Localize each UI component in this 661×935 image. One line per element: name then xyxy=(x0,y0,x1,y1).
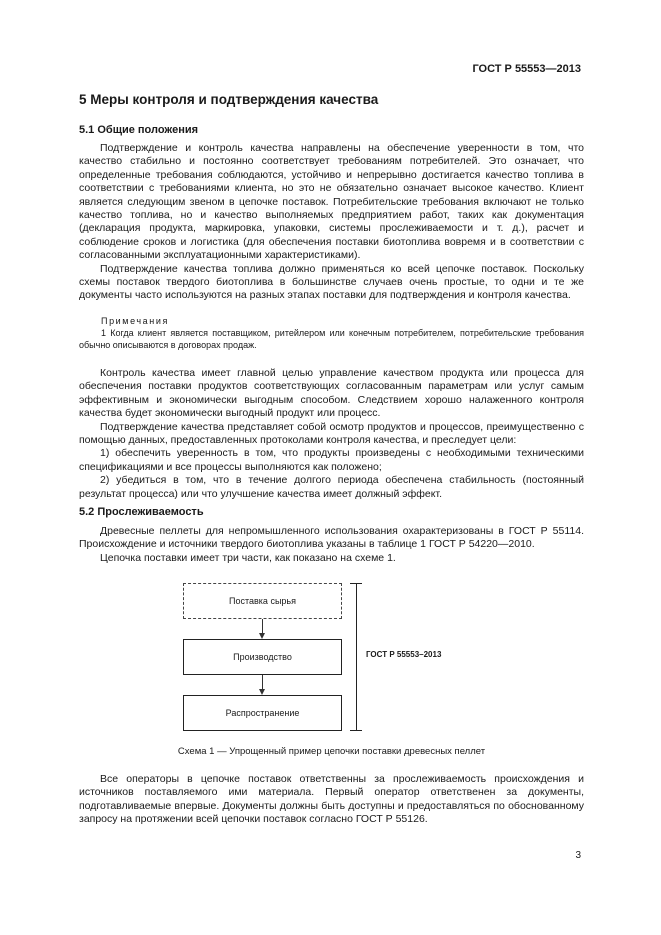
subsection-title-traceability: 5.2 Прослеживаемость xyxy=(79,506,204,518)
arrow-down-icon xyxy=(262,675,263,690)
quality-control-text-block xyxy=(79,367,584,501)
paragraph: Контроль качества имеет главной целью управление качеством продукта или процесса для обеспечения поставки продуктов соответствующих согласованным параметрам или услуг самым эффективным и экономически выгодным способом. Следствием хорошо налаженного контроля качества будет экономически выгодный продукт или процесс. xyxy=(79,367,584,420)
closing-text-block xyxy=(79,773,584,827)
diagram-caption: Схема 1 — Упрощенный пример цепочки поставки древесных пеллет xyxy=(177,746,486,757)
scope-bracket-label: ГОСТ Р 55553–2013 xyxy=(366,650,442,659)
paragraph: Подтверждение качества представляет собой осмотр продуктов и процессов, преимущественно с помощью данных, предоставленных протоколами контроля качества, и преследует цели: xyxy=(79,420,584,447)
supply-chain-diagram xyxy=(180,580,480,740)
notes-block xyxy=(79,315,584,351)
scope-bracket xyxy=(356,583,357,731)
notes-title: Примечания xyxy=(101,316,169,326)
paragraph: Цепочка поставки имеет три части, как показано на схеме 1. xyxy=(100,551,396,564)
paragraph: Древесные пеллеты для непромышленного использования охарактеризованы в ГОСТ Р 55114. Происхождение и источники твердого биотоплива указаны в таблице 1 ГОСТ Р 54220—2010. xyxy=(79,525,584,551)
subsection-title-general: 5.1 Общие положения xyxy=(79,124,199,136)
section-title: 5 Меры контроля и подтверждения качества xyxy=(79,92,379,107)
arrow-down-icon xyxy=(262,619,263,634)
diagram-box-production: Производство xyxy=(183,639,342,675)
diagram-box-raw-supply: Поставка сырья xyxy=(183,583,342,619)
page-number: 3 xyxy=(575,850,581,861)
paragraph: Подтверждение и контроль качества направлены на обеспечение уверенности в том, что качество стабильно и постоянно соответствует требованиям потребителей. Это означает, что определенные требования соблюдаются, устойчиво и непрерывно достигается качество топлива в соответствии с требованиями клиента, но это не обязательно означает высокое качество. Клиент является следующим звеном в цепочке поставок. Потребительские требования включают не только качество топлива, но и качество выполняемых предприятием работ, таких как документация (декларация продукта, маркировка, упаковки, системы прослеживаемости и т. д.), расчет и соблюдение сроков и логистика (для обеспечения поставки биотоплива вовремя и в соответствии с согласованными эксплуатационными характеристиками). xyxy=(79,142,584,262)
list-item: 2) убедиться в том, что в течение долгого периода обеспечена стабильность (постоянный результат процесса) или что улучшение качества имеет должный эффект. xyxy=(79,474,584,500)
note-item: 1 Когда клиент является поставщиком, ритейлером или конечным потребителем, потребительские требования обычно описываются в договорах продаж. xyxy=(79,328,584,350)
traceability-text-block xyxy=(79,525,584,565)
diagram-box-distribution: Распространение xyxy=(183,695,342,731)
bracket-bottom-tick xyxy=(350,730,362,731)
general-text-block xyxy=(79,142,584,303)
paragraph: Все операторы в цепочке поставок ответственны за прослеживаемость происхождения и источников поставляемого ими материала. Первый оператор ответственен за документы, подготавливаемые впервые. Документы должны быть доступны и предоставляться по обоснованному запросу на протяжении всей цепочки поставок согласно ГОСТ Р 55126. xyxy=(79,773,584,826)
list-item: 1) обеспечить уверенность в том, что продукты произведены с необходимыми техническими спецификациями и все процессы выполняются как положено; xyxy=(79,447,584,473)
paragraph: Подтверждение качества топлива должно применяться ко всей цепочке поставок. Поскольку схемы поставок твердого биотоплива в большинстве случаев очень простые, то одни и те же документы часто используются на разных этапах поставки для подтверждения и контроля качества. xyxy=(79,262,584,302)
standard-header: ГОСТ Р 55553—2013 xyxy=(472,63,581,75)
